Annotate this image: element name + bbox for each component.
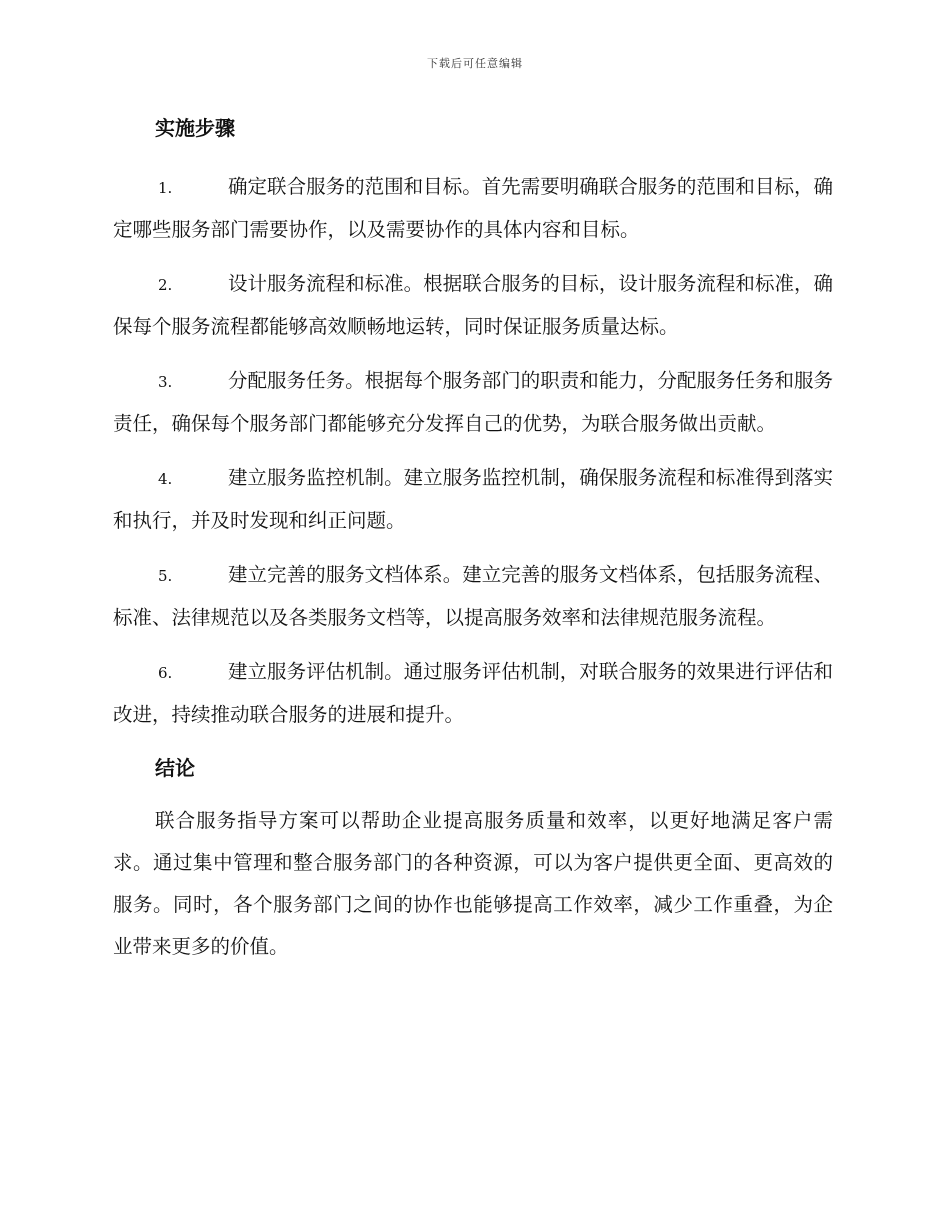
list-item-text: 建立服务监控机制。建立服务监控机制，确保服务流程和标准得到落实和执行，并及时发现和纠正问题。 bbox=[113, 466, 833, 532]
section-heading-conclusion: 结论 bbox=[155, 756, 195, 780]
conclusion-paragraph: 联合服务指导方案可以帮助企业提高服务质量和效率，以更好地满足客户需求。通过集中管理和整合服务部门的各种资源，可以为客户提供更全面、更高效的服务。同时，各个服务部门之间的协作也能够提高工作效率，减少工作重叠，为企业带来更多的价值。 bbox=[113, 809, 833, 958]
list-item bbox=[113, 263, 833, 348]
list-item-text: 分配服务任务。根据每个服务部门的职责和能力，分配服务任务和服务责任，确保每个服务部门都能够充分发挥自己的优势，为联合服务做出贡献。 bbox=[113, 369, 833, 435]
list-item-number: 4. bbox=[158, 470, 173, 488]
header-note: 下载后可任意编辑 bbox=[427, 57, 523, 70]
list-item-text: 确定联合服务的范围和目标。首先需要明确联合服务的范围和目标，确定哪些服务部门需要协作，以及需要协作的具体内容和目标。 bbox=[113, 175, 833, 241]
list-item-number: 6. bbox=[158, 664, 173, 682]
list-item bbox=[113, 360, 833, 445]
list-item-number: 5. bbox=[158, 567, 173, 585]
list-item bbox=[113, 457, 833, 542]
list-item bbox=[113, 166, 833, 251]
list-item-number: 1. bbox=[158, 179, 173, 197]
list-item-text: 建立完善的服务文档体系。建立完善的服务文档体系，包括服务流程、标准、法律规范以及各类服务文档等，以提高服务效率和法律规范服务流程。 bbox=[113, 563, 833, 629]
list-item-text: 设计服务流程和标准。根据联合服务的目标，设计服务流程和标准，确保每个服务流程都能够高效顺畅地运转，同时保证服务质量达标。 bbox=[113, 272, 833, 338]
list-item-number: 2. bbox=[158, 276, 173, 294]
document-body bbox=[113, 108, 833, 968]
list-item bbox=[113, 651, 833, 736]
list-item-text: 建立服务评估机制。通过服务评估机制，对联合服务的效果进行评估和改进，持续推动联合服务的进展和提升。 bbox=[113, 660, 833, 726]
section-heading-implementation-steps: 实施步骤 bbox=[155, 116, 235, 140]
list-item-number: 3. bbox=[158, 373, 173, 391]
list-item bbox=[113, 554, 833, 639]
